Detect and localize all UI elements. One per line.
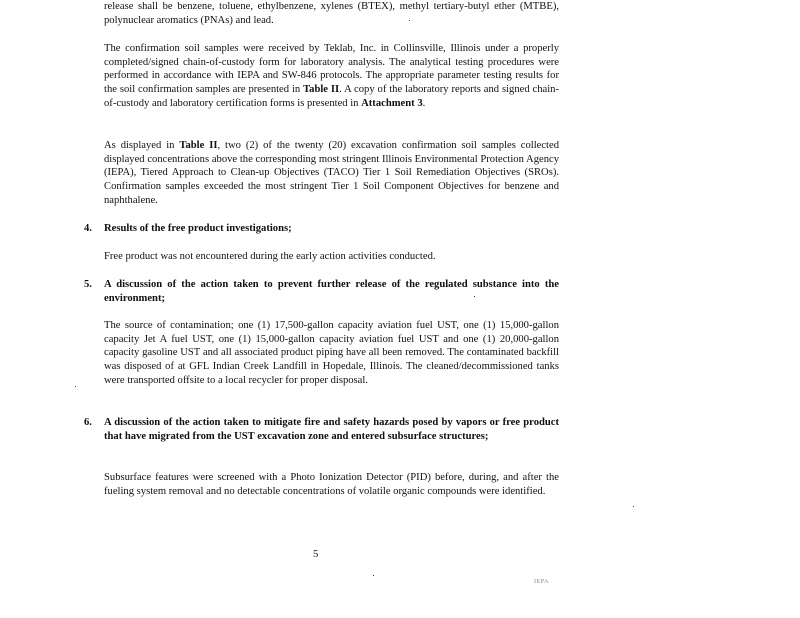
section-item-4	[84, 222, 559, 236]
item-heading: A discussion of the action taken to mitigate fire and safety hazards posed by vapors or free product that have migrated from the UST excavation zone and entered subsurface structures;	[104, 417, 559, 442]
exceedance-paragraph	[104, 139, 559, 208]
item-heading: A discussion of the action taken to prevent further release of the regulated substance into the environment;	[104, 279, 559, 304]
attachment-ref: Attachment 3	[361, 97, 423, 109]
table-ref: Table II	[179, 140, 218, 151]
confirmation-text-c: .	[422, 97, 426, 109]
scan-speck	[474, 296, 475, 297]
item-number: 4.	[84, 223, 92, 234]
scan-speck	[409, 20, 410, 21]
item-heading: Results of the free product investigations;	[104, 223, 292, 234]
confirmation-text-b: . A copy of the laboratory reports and signed chain-of-custody and laboratory certification forms is presented in	[104, 84, 559, 109]
confirmation-text-a: The confirmation soil samples were received by Teklab, Inc. in Collinsville, Illinois under a properly completed/signed chain-of-custody form for laboratory analysis. The analytical testing procedures were performed in accordance with IEPA and SW-846 protocols. The appropriate parameter testing results for the soil confirmation samples are presented in	[104, 43, 559, 96]
intro-continuation-paragraph: release shall be benzene, toluene, ethylbenzene, xylenes (BTEX), methyl tertiary-butyl ether (MTBE), polynuclear aromatics (PNAs) and lead.	[104, 1, 559, 26]
scan-speck	[373, 575, 374, 576]
item-number: 6.	[84, 417, 92, 428]
free-product-paragraph: Free product was not encountered during the early action activities conducted.	[104, 251, 436, 262]
section-item-6	[84, 416, 559, 443]
contamination-source-paragraph: The source of contamination; one (1) 17,500-gallon capacity aviation fuel UST, one (1) 15,000-gallon capacity Jet A fuel UST, one (1) 15,000-gallon capacity aviation fuel UST and one (1) 20,000-gallon capacity gasoline UST and all associated product piping have all been removed. The contaminated backfill was disposed of at GFL Indian Creek Landfill in Hopedale, Illinois. The cleaned/decommissioned tanks were transported offsite to a local recycler for proper disposal.	[104, 320, 559, 386]
displayed-text-a: As displayed in	[104, 140, 180, 151]
page-number: 5	[313, 549, 319, 560]
displayed-text-b: , two (2) of the twenty (20) excavation confirmation soil samples collected displayed concentrations above the corresponding most stringent Illinois Environmental Protection Agency (IEPA), Tiered Approach to Clean-up Objectives (TACO) Tier 1 Soil Remediation Objectives (SROs). Confirmation samples exceeded the most stringent Tier 1 Soil Component Objectives for benzene and naphthalene.	[104, 140, 559, 206]
scan-speck	[75, 386, 76, 387]
table-ref: Table II	[303, 84, 340, 96]
subsurface-screening-paragraph: Subsurface features were screened with a Photo Ionization Detector (PID) before, during, and after the fueling system removal and no detectable concentrations of volatile organic compounds were identified.	[104, 472, 559, 497]
scan-speck	[633, 506, 634, 507]
confirmation-samples-paragraph	[104, 42, 559, 111]
section-item-5	[84, 278, 559, 305]
scan-stamp: IEPA	[534, 579, 549, 585]
item-number: 5.	[84, 279, 92, 290]
